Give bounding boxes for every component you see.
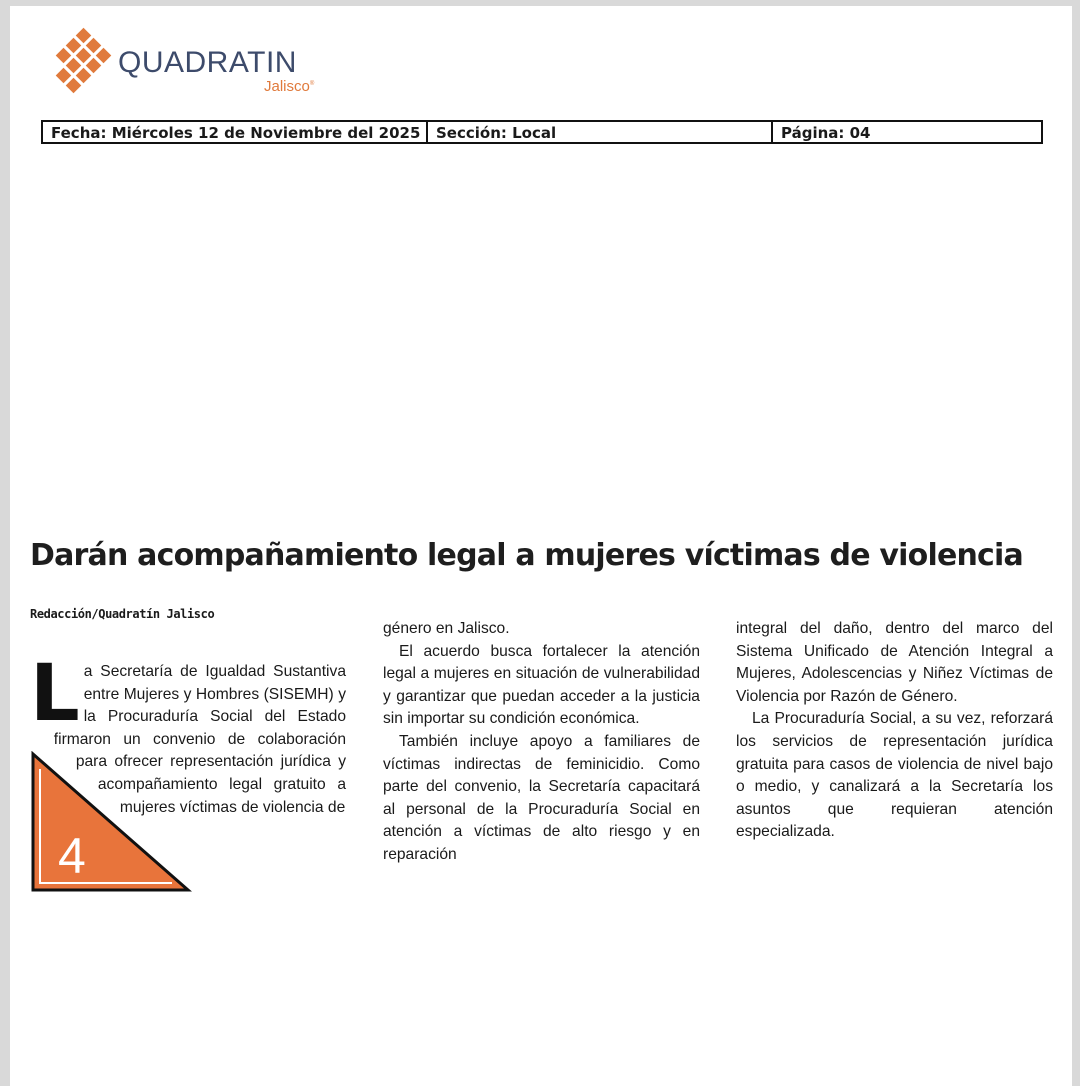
badge-number: 4	[58, 828, 86, 884]
article-paragraph-3: También incluye apoyo a familiares de víctimas indirectas de feminicidio. Como parte del convenio, la Secretaría capacitará al personal de la Procuraduría Social en atención a víctimas de alto riesgo y en reparación	[383, 732, 700, 863]
article-column-1	[30, 649, 346, 901]
article-paragraph-2: El acuerdo busca fortalecer la atención legal a mujeres en situación de vulnerabilidad y garantizar que puedan acceder a la justicia sin importar su condición económica.	[383, 642, 700, 728]
article-byline: Redacción/Quadratín Jalisco	[30, 607, 215, 621]
article-paragraph-1: a Secretaría de Igualdad Sustantiva entre Mujeres y Hombres (SISEMH) y la Procuraduría Social del Estado firmaron un convenio de colaboración para ofrecer representación jurídica y acompañamiento legal gratuito a mujeres víctimas de violencia de	[53, 663, 346, 816]
drop-cap: L	[30, 649, 80, 739]
article-headline: Darán acompañamiento legal a mujeres víctimas de violencia	[30, 538, 1023, 573]
page-number-cell: Página: 04	[781, 124, 871, 142]
article-column-3	[736, 618, 1053, 844]
date-cell: Fecha: Miércoles 12 de Noviembre del 2025	[43, 122, 428, 142]
header-info-bar	[41, 120, 1043, 144]
article-paragraph-4: La Procuraduría Social, a su vez, reforzará los servicios de representación jurídica gratuita para casos de violencia de nivel bajo o medio, y canalizará a la Secretaría los asuntos que requieran atención especializada.	[736, 710, 1053, 841]
logo-subtitle: Jalisco®	[264, 78, 315, 95]
article-paragraph-1-continued: género en Jalisco.	[383, 620, 510, 637]
diamond-grid-logo-icon	[50, 26, 114, 98]
logo-name: QUADRATIN	[118, 46, 297, 79]
newspaper-page	[10, 6, 1072, 1086]
article-column-2	[383, 618, 700, 867]
quadratin-logo	[50, 26, 315, 106]
article-paragraph-3-continued: integral del daño, dentro del marco del Sistema Unificado de Atención Integral a Mujeres, Adolescencias y Niñez Víctimas de Violencia por Razón de Género.	[736, 620, 1053, 705]
section-cell: Sección: Local	[428, 122, 773, 142]
